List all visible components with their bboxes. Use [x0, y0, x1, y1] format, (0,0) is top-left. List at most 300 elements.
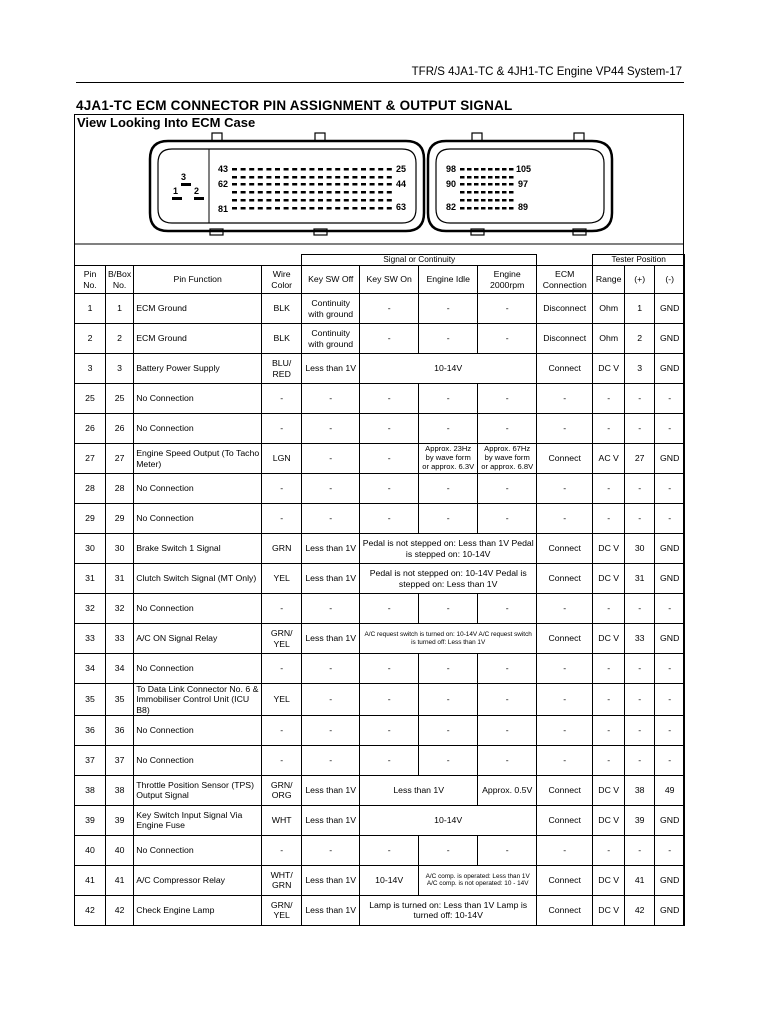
connector-pin: [249, 191, 254, 194]
cell-tester-minus: GND: [655, 865, 685, 895]
connector-pin: [502, 183, 507, 186]
cell-engine-2000: -: [478, 384, 537, 414]
pin-label-63: 63: [396, 202, 407, 212]
cell-pin-function: No Connection: [134, 384, 262, 414]
cell-ecm-connection: -: [537, 504, 593, 534]
table-row: [75, 775, 685, 805]
cell-tester-plus: -: [625, 654, 655, 684]
cell-key-off: Less than 1V: [302, 564, 360, 594]
connector-pin: [344, 207, 349, 210]
cell-pin-function: Key Switch Input Signal Via Engine Fuse: [134, 805, 262, 835]
cell-bbox-no: 26: [106, 414, 134, 444]
cell-pin-function: Check Engine Lamp: [134, 895, 262, 925]
cell-signal-idle-rpm: A/C comp. is operated: Less than 1V A/C comp. is not operated: 10 - 14V: [419, 865, 537, 895]
cell-pin-no: 37: [75, 745, 106, 775]
cell-bbox-no: 28: [106, 474, 134, 504]
connector-pin: [488, 199, 493, 202]
cell-tester-minus: GND: [655, 534, 685, 564]
connector-pin: [509, 207, 514, 210]
connector-pin: [284, 183, 289, 186]
table-row: [75, 745, 685, 775]
cell-pin-no: 42: [75, 895, 106, 925]
cell-pin-no: 33: [75, 624, 106, 654]
connector-pin: [352, 183, 357, 186]
connector-pin: [301, 176, 306, 179]
cell-signal-merged: A/C request switch is turned on: 10-14V A/C request switch is turned off: Less than 1V: [360, 624, 537, 654]
cell-range: -: [593, 835, 625, 865]
cell-ecm-connection: Connect: [537, 895, 593, 925]
cell-engine-idle: -: [419, 474, 478, 504]
cell-bbox-no: 41: [106, 865, 134, 895]
cell-tester-plus: -: [625, 384, 655, 414]
cell-key-off: Less than 1V: [302, 865, 360, 895]
cell-engine-2000: -: [478, 324, 537, 354]
cell-wire-color: WHT/ GRN: [262, 865, 302, 895]
connector-pin: [502, 168, 507, 171]
column-header-row: [75, 266, 685, 294]
cell-key-off: -: [302, 414, 360, 444]
connector-pin: [352, 207, 357, 210]
cell-pin-no: 36: [75, 715, 106, 745]
cell-key-off: Less than 1V: [302, 805, 360, 835]
connector-pin: [474, 191, 479, 194]
cell-ecm-connection: Disconnect: [537, 294, 593, 324]
cell-ecm-connection: -: [537, 684, 593, 716]
cell-wire-color: -: [262, 474, 302, 504]
cell-wire-color: GRN/ ORG: [262, 775, 302, 805]
connector-pin: [258, 191, 263, 194]
cell-range: DC V: [593, 895, 625, 925]
cell-pin-no: 30: [75, 534, 106, 564]
cell-engine-2000: -: [478, 654, 537, 684]
connector-pin: [378, 199, 383, 202]
connector-pin: [370, 168, 375, 171]
connector-pin: [309, 199, 314, 202]
pin-label-25: 25: [396, 164, 407, 174]
cell-engine-idle: -: [419, 414, 478, 444]
connector-pin: [284, 199, 289, 202]
cell-signal-merged: Pedal is not stepped on: 10-14V Pedal is stepped on: Less than 1V: [360, 564, 537, 594]
connector-pin: [352, 168, 357, 171]
cell-key-off: -: [302, 474, 360, 504]
connector-pin: [327, 168, 332, 171]
cell-engine-2000: -: [478, 414, 537, 444]
connector-pin: [266, 168, 271, 171]
connector-pin: [460, 183, 465, 186]
connector-pin: [301, 183, 306, 186]
pin-label-43: 43: [218, 164, 229, 174]
cell-wire-color: -: [262, 384, 302, 414]
cell-tester-plus: -: [625, 414, 655, 444]
connector-pin: [387, 207, 392, 210]
cell-bbox-no: 34: [106, 654, 134, 684]
connector-pin: [361, 207, 366, 210]
connector-pin: [309, 207, 314, 210]
col-engine-idle: Engine Idle: [419, 266, 478, 294]
cell-key-on: -: [360, 684, 419, 716]
cell-key-on: -: [360, 384, 419, 414]
cell-ecm-connection: Connect: [537, 805, 593, 835]
pin-label-82: 82: [446, 202, 457, 212]
cell-key-off: -: [302, 384, 360, 414]
right-connector-pins: [460, 168, 514, 210]
cell-pin-function: No Connection: [134, 414, 262, 444]
connector-pin: [344, 191, 349, 194]
cell-ecm-connection: Connect: [537, 775, 593, 805]
connector-pin: [467, 191, 472, 194]
cell-ecm-connection: Disconnect: [537, 324, 593, 354]
cell-bbox-no: 33: [106, 624, 134, 654]
left-connector-pins: [232, 168, 392, 210]
cell-engine-idle: -: [419, 654, 478, 684]
cell-signal-merged: Pedal is not stepped on: Less than 1V Pedal is stepped on: 10-14V: [360, 534, 537, 564]
cell-pin-function: No Connection: [134, 745, 262, 775]
connector-pin: [318, 191, 323, 194]
connector-pin: [460, 199, 465, 202]
table-row: [75, 564, 685, 594]
connector-pin: [301, 199, 306, 202]
cell-tester-minus: GND: [655, 354, 685, 384]
cell-key-off: Less than 1V: [302, 354, 360, 384]
cell-pin-no: 26: [75, 414, 106, 444]
table-row: [75, 384, 685, 414]
cell-tester-minus: 49: [655, 775, 685, 805]
cell-pin-no: 31: [75, 564, 106, 594]
connector-pin: [266, 176, 271, 179]
cell-wire-color: -: [262, 654, 302, 684]
connector-pin: [378, 168, 383, 171]
cell-pin-no: 40: [75, 835, 106, 865]
cell-ecm-connection: Connect: [537, 865, 593, 895]
connector-pin: [502, 191, 507, 194]
cell-pin-no: 35: [75, 684, 106, 716]
cell-key-off: Less than 1V: [302, 775, 360, 805]
cell-engine-2000: -: [478, 594, 537, 624]
connector-pin: [335, 191, 340, 194]
cell-pin-no: 29: [75, 504, 106, 534]
cell-range: AC V: [593, 444, 625, 474]
cell-wire-color: -: [262, 594, 302, 624]
tester-group-header: Tester Position: [593, 255, 685, 266]
col-pin-function: Pin Function: [134, 266, 262, 294]
cell-engine-idle: -: [419, 324, 478, 354]
cell-tester-minus: -: [655, 684, 685, 716]
cell-engine-2000: -: [478, 504, 537, 534]
cell-pin-function: Clutch Switch Signal (MT Only): [134, 564, 262, 594]
connector-pin: [509, 176, 514, 179]
pin-assignment-table: [74, 254, 685, 926]
cell-ecm-connection: Connect: [537, 564, 593, 594]
table-row: [75, 444, 685, 474]
col-plus: (+): [625, 266, 655, 294]
connector-pin: [309, 191, 314, 194]
cell-pin-no: 2: [75, 324, 106, 354]
connector-pin: [474, 168, 479, 171]
table-row: [75, 654, 685, 684]
cell-tester-plus: -: [625, 745, 655, 775]
cell-wire-color: GRN/ YEL: [262, 624, 302, 654]
cell-engine-idle: -: [419, 745, 478, 775]
cell-tester-minus: GND: [655, 444, 685, 474]
cell-tester-plus: -: [625, 504, 655, 534]
cell-range: DC V: [593, 865, 625, 895]
cell-ecm-connection: -: [537, 414, 593, 444]
connector-pin: [275, 168, 280, 171]
connector-pin: [232, 183, 237, 186]
connector-pin: [370, 207, 375, 210]
cell-wire-color: BLU/ RED: [262, 354, 302, 384]
cell-key-off: Less than 1V: [302, 624, 360, 654]
cell-bbox-no: 2: [106, 324, 134, 354]
pin-label-98: 98: [446, 164, 457, 174]
cell-range: Ohm: [593, 294, 625, 324]
cell-tester-minus: -: [655, 715, 685, 745]
cell-tester-plus: 27: [625, 444, 655, 474]
cell-ecm-connection: -: [537, 384, 593, 414]
cell-key-off: -: [302, 715, 360, 745]
connector-pin: [335, 207, 340, 210]
table-row: [75, 504, 685, 534]
connector-pin: [495, 183, 500, 186]
connector-pin: [495, 207, 500, 210]
cell-ecm-connection: -: [537, 835, 593, 865]
cell-key-on: -: [360, 835, 419, 865]
cell-bbox-no: 40: [106, 835, 134, 865]
connector-pin: [344, 168, 349, 171]
connector-pin: [327, 191, 332, 194]
cell-pin-no: 28: [75, 474, 106, 504]
connector-pin: [344, 183, 349, 186]
connector-pin: [488, 207, 493, 210]
cell-bbox-no: 31: [106, 564, 134, 594]
cell-pin-no: 32: [75, 594, 106, 624]
connector-pin: [474, 183, 479, 186]
cell-engine-idle: -: [419, 684, 478, 716]
cell-signal-merged: 10-14V: [360, 354, 537, 384]
cell-range: -: [593, 474, 625, 504]
cell-bbox-no: 30: [106, 534, 134, 564]
cell-range: DC V: [593, 624, 625, 654]
connector-pin: [301, 207, 306, 210]
cell-tester-plus: 39: [625, 805, 655, 835]
cell-wire-color: -: [262, 715, 302, 745]
cell-tester-plus: -: [625, 594, 655, 624]
cell-ecm-connection: Connect: [537, 534, 593, 564]
connector-pin: [249, 183, 254, 186]
connector-pin: [460, 176, 465, 179]
connector-pin: [352, 191, 357, 194]
connector-pin: [481, 199, 486, 202]
cell-key-off: -: [302, 444, 360, 474]
cell-range: -: [593, 684, 625, 716]
connector-pin: [352, 199, 357, 202]
cell-key-off: -: [302, 594, 360, 624]
cell-key-on: -: [360, 444, 419, 474]
connector-pin: [509, 199, 514, 202]
cell-wire-color: LGN: [262, 444, 302, 474]
connector-pin: [232, 168, 237, 171]
connector-pin: [309, 183, 314, 186]
cell-pin-no: 25: [75, 384, 106, 414]
connector-pin: [258, 168, 263, 171]
cell-ecm-connection: Connect: [537, 354, 593, 384]
connector-pin: [292, 168, 297, 171]
pin-label-44: 44: [396, 179, 407, 189]
connector-pin: [335, 168, 340, 171]
cell-tester-plus: 31: [625, 564, 655, 594]
connector-pin: [249, 176, 254, 179]
connector-pin: [335, 199, 340, 202]
connector-pin: [318, 207, 323, 210]
connector-pin: [387, 183, 392, 186]
cell-key-on: 10-14V: [360, 865, 419, 895]
connector-pin: [318, 183, 323, 186]
cell-range: -: [593, 504, 625, 534]
connector-pin: [474, 176, 479, 179]
cell-key-on: -: [360, 654, 419, 684]
cell-signal-merged: Lamp is turned on: Less than 1V Lamp is turned off: 10-14V: [360, 895, 537, 925]
connector-pin: [241, 168, 246, 171]
connector-pin: [370, 199, 375, 202]
connector-pin: [258, 176, 263, 179]
connector-pin: [481, 183, 486, 186]
cell-tester-plus: 30: [625, 534, 655, 564]
cell-tester-plus: 1: [625, 294, 655, 324]
connector-pin: [266, 207, 271, 210]
table-row: [75, 895, 685, 925]
col-range: Range: [593, 266, 625, 294]
cell-wire-color: WHT: [262, 805, 302, 835]
cell-key-off: Continuity with ground: [302, 324, 360, 354]
cell-tester-minus: -: [655, 474, 685, 504]
cell-bbox-no: 1: [106, 294, 134, 324]
cell-bbox-no: 39: [106, 805, 134, 835]
connector-pin: [467, 183, 472, 186]
connector-pin: [509, 191, 514, 194]
cell-pin-function: No Connection: [134, 594, 262, 624]
pin-label-89: 89: [518, 202, 529, 212]
cell-pin-function: ECM Ground: [134, 324, 262, 354]
cell-tester-plus: 42: [625, 895, 655, 925]
col-key-off: Key SW Off: [302, 266, 360, 294]
cell-tester-plus: 3: [625, 354, 655, 384]
pin-label-105: 105: [516, 164, 532, 174]
cell-bbox-no: 38: [106, 775, 134, 805]
connector-pin: [309, 176, 314, 179]
cell-key-off: -: [302, 504, 360, 534]
connector-pin: [361, 176, 366, 179]
cell-bbox-no: 29: [106, 504, 134, 534]
cell-range: DC V: [593, 534, 625, 564]
connector-pin: [232, 191, 237, 194]
connector-pin: [460, 191, 465, 194]
connector-pin: [387, 176, 392, 179]
cell-engine-idle: -: [419, 835, 478, 865]
cell-pin-no: 38: [75, 775, 106, 805]
connector-pin: [318, 176, 323, 179]
cell-pin-no: 39: [75, 805, 106, 835]
connector-pin: [495, 199, 500, 202]
connector-pin: [370, 191, 375, 194]
cell-range: DC V: [593, 775, 625, 805]
cell-tester-minus: GND: [655, 294, 685, 324]
cell-engine-2000: -: [478, 715, 537, 745]
connector-pin: [467, 207, 472, 210]
table-row: [75, 324, 685, 354]
connector-pin: [232, 176, 237, 179]
connector-pin: [249, 207, 254, 210]
connector-pin: [335, 176, 340, 179]
cell-tester-minus: -: [655, 414, 685, 444]
cell-wire-color: -: [262, 745, 302, 775]
cell-key-on: -: [360, 294, 419, 324]
cell-key-on: -: [360, 324, 419, 354]
connector-pin: [275, 183, 280, 186]
connector-pin: [495, 176, 500, 179]
view-label: View Looking Into ECM Case: [77, 115, 256, 130]
connector-pin: [266, 191, 271, 194]
pin-label-2: 2: [194, 186, 200, 196]
connector-pin: [481, 176, 486, 179]
cell-engine-2000: -: [478, 835, 537, 865]
connector-pin: [488, 168, 493, 171]
table-row: [75, 624, 685, 654]
connector-pin: [502, 199, 507, 202]
cell-key-on: -: [360, 504, 419, 534]
connector-pin: [292, 176, 297, 179]
cell-tester-minus: -: [655, 654, 685, 684]
cell-engine-idle: -: [419, 594, 478, 624]
cell-tester-minus: GND: [655, 324, 685, 354]
connector-pin: [258, 207, 263, 210]
connector-pin: [378, 183, 383, 186]
connector-pin: [318, 168, 323, 171]
connector-pin: [502, 207, 507, 210]
table-row: [75, 354, 685, 384]
connector-pin: [361, 191, 366, 194]
connector-pin: [370, 176, 375, 179]
cell-ecm-connection: Connect: [537, 624, 593, 654]
connector-pin: [488, 176, 493, 179]
cell-pin-function: No Connection: [134, 654, 262, 684]
cell-range: -: [593, 414, 625, 444]
connector-pin: [292, 199, 297, 202]
cell-range: DC V: [593, 564, 625, 594]
connector-pin: [249, 168, 254, 171]
col-minus: (-): [655, 266, 685, 294]
table-row: [75, 474, 685, 504]
cell-tester-plus: -: [625, 715, 655, 745]
connector-pin: [488, 183, 493, 186]
connector-pin: [361, 199, 366, 202]
cell-key-off: Less than 1V: [302, 895, 360, 925]
connector-pin: [275, 191, 280, 194]
cell-wire-color: GRN/ YEL: [262, 895, 302, 925]
cell-key-off: -: [302, 745, 360, 775]
connector-pin: [241, 183, 246, 186]
connector-pin: [241, 207, 246, 210]
table-row: [75, 805, 685, 835]
cell-pin-no: 1: [75, 294, 106, 324]
cell-bbox-no: 37: [106, 745, 134, 775]
cell-engine-2000: -: [478, 474, 537, 504]
connector-pin: [460, 168, 465, 171]
signal-group-header: Signal or Continuity: [302, 255, 537, 266]
connector-pin: [467, 176, 472, 179]
cell-tester-minus: -: [655, 384, 685, 414]
cell-ecm-connection: Connect: [537, 444, 593, 474]
cell-ecm-connection: -: [537, 745, 593, 775]
